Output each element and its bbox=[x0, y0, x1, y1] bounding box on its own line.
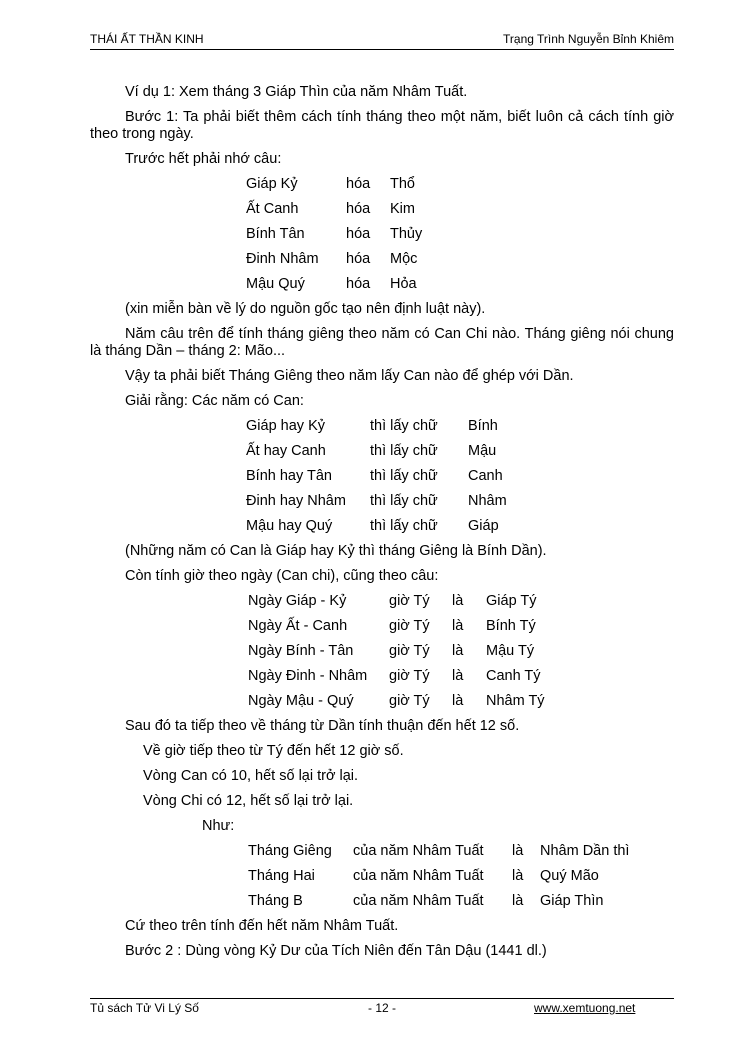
table-row bbox=[248, 593, 566, 610]
table-gio bbox=[248, 593, 566, 710]
page-number: - 12 - bbox=[368, 1001, 397, 1015]
table-row bbox=[246, 418, 528, 435]
table-row bbox=[248, 685, 566, 710]
table-cell: hóa bbox=[346, 176, 371, 192]
paragraph-continue: Cứ theo trên tính đến hết năm Nhâm Tuất. bbox=[125, 918, 399, 934]
table-cell: Bính hay Tân bbox=[246, 468, 332, 484]
table-cell: là bbox=[452, 643, 464, 659]
table-cell: của năm Nhâm Tuất bbox=[353, 868, 484, 884]
paragraph-then: Sau đó ta tiếp theo về tháng từ Dần tính thuận đến hết 12 số. bbox=[125, 718, 520, 734]
table-cell: Tháng Hai bbox=[248, 868, 315, 884]
paragraph-step1: Bước 1: Ta phải biết thêm cách tính tháng theo một năm, biết luôn cả cách tính giờ theo trong ngày. bbox=[90, 109, 674, 142]
table-row bbox=[246, 176, 450, 193]
table-cell: Giáp Thìn bbox=[540, 893, 604, 909]
table-cell: giờ Tý bbox=[389, 693, 430, 709]
table-cell: Mộc bbox=[390, 251, 418, 267]
table-cell: hóa bbox=[346, 276, 371, 292]
table-row bbox=[246, 460, 528, 485]
paragraph-example: Ví dụ 1: Xem tháng 3 Giáp Thìn của năm Nhâm Tuất. bbox=[125, 84, 468, 100]
table-cell: Canh bbox=[468, 468, 503, 484]
table-cell: hóa bbox=[346, 251, 371, 267]
table-cell: thì lấy chữ bbox=[370, 493, 438, 509]
table-cell: Nhâm Dần thì bbox=[540, 843, 630, 859]
table-row bbox=[246, 485, 528, 510]
table-cell: là bbox=[452, 593, 464, 609]
table-hoa-body bbox=[246, 176, 450, 293]
table-cell: Ất Canh bbox=[246, 201, 299, 217]
paragraph-five-phrases: Năm câu trên để tính tháng giêng theo năm có Can Chi nào. Tháng giêng nói chung là tháng Dần – tháng 2: Mão... bbox=[90, 326, 674, 359]
table-cell: Giáp Tý bbox=[486, 593, 537, 609]
paragraph-step2: Bước 2 : Dùng vòng Kỷ Dư của Tích Niên đến Tân Dậu (1441 dl.) bbox=[125, 943, 547, 959]
table-cell: giờ Tý bbox=[389, 643, 430, 659]
table-row bbox=[246, 193, 450, 218]
table-cell: hóa bbox=[346, 226, 371, 242]
paragraph-hour-rule: Còn tính giờ theo ngày (Can chi), cũng theo câu: bbox=[125, 568, 439, 584]
table-cell: Giáp Kỷ bbox=[246, 176, 298, 192]
table-row bbox=[248, 635, 566, 660]
paragraph-chi-cycle: Vòng Chi có 12, hết số lại trở lại. bbox=[143, 793, 354, 809]
table-row bbox=[246, 243, 450, 268]
table-cell: Thổ bbox=[390, 176, 415, 192]
running-header-title: THÁI ẤT THẦN KINH bbox=[90, 32, 204, 46]
table-cell: Bính bbox=[468, 418, 498, 434]
table-cell: Ngày Bính - Tân bbox=[248, 643, 354, 659]
table-cell: là bbox=[512, 868, 524, 884]
table-row bbox=[246, 510, 528, 535]
table-cell: Ngày Giáp - Kỷ bbox=[248, 593, 347, 609]
table-row bbox=[246, 268, 450, 293]
table-cell: Canh Tý bbox=[486, 668, 541, 684]
table-cell: của năm Nhâm Tuất bbox=[353, 843, 484, 859]
table-cell: Nhâm Tý bbox=[486, 693, 545, 709]
table-cell: Tháng B bbox=[248, 893, 303, 909]
table-row bbox=[248, 860, 650, 885]
table-thang bbox=[248, 843, 650, 910]
table-row bbox=[248, 843, 650, 860]
table-cell: thì lấy chữ bbox=[370, 443, 438, 459]
table-cell: Đinh Nhâm bbox=[246, 251, 319, 267]
table-cell: Thủy bbox=[390, 226, 423, 242]
table-row bbox=[248, 610, 566, 635]
table-cell: Giáp hay Kỷ bbox=[246, 418, 325, 434]
table-cell: giờ Tý bbox=[389, 593, 430, 609]
footer-website-link[interactable]: www.xemtuong.net bbox=[534, 1001, 636, 1015]
table-cell: thì lấy chữ bbox=[370, 468, 438, 484]
table-row bbox=[246, 435, 528, 460]
table-cell: của năm Nhâm Tuất bbox=[353, 893, 484, 909]
footer-series: Tủ sách Tử Vi Lý Số bbox=[90, 1001, 199, 1015]
table-cell: Mậu Tý bbox=[486, 643, 535, 659]
table-thang-body bbox=[248, 843, 650, 910]
table-cell: Ngày Đinh - Nhâm bbox=[248, 668, 368, 684]
table-cell: là bbox=[512, 893, 524, 909]
table-gio-body bbox=[248, 593, 566, 710]
table-cell: giờ Tý bbox=[389, 618, 430, 634]
paragraph-such-as: Như: bbox=[202, 818, 235, 834]
table-cell: Mậu bbox=[468, 443, 497, 459]
footer-rule bbox=[90, 998, 674, 999]
paragraph-hours: Về giờ tiếp theo từ Tý đến hết 12 giờ số. bbox=[143, 743, 404, 759]
table-cell: là bbox=[452, 618, 464, 634]
table-cell: Ngày Ất - Canh bbox=[248, 618, 348, 634]
table-cell: thì lấy chữ bbox=[370, 518, 438, 534]
table-cell: hóa bbox=[346, 201, 371, 217]
table-cell: là bbox=[452, 668, 464, 684]
header-rule bbox=[90, 49, 674, 50]
paragraph-remember: Trước hết phải nhớ câu: bbox=[125, 151, 282, 167]
paragraph-month-can: Vậy ta phải biết Tháng Giêng theo năm lấy Can nào để ghép với Dần. bbox=[125, 368, 574, 384]
table-cell: giờ Tý bbox=[389, 668, 430, 684]
table-cell: Giáp bbox=[468, 518, 499, 534]
table-cell: Tháng Giêng bbox=[248, 843, 332, 859]
paragraph-note: (xin miễn bàn về lý do nguồn gốc tạo nên định luật này). bbox=[125, 301, 486, 317]
table-cell: Mậu Quý bbox=[246, 276, 305, 292]
table-cell: Hỏa bbox=[390, 276, 417, 292]
table-cell: Kim bbox=[390, 201, 415, 217]
table-cell: Quý Mão bbox=[540, 868, 599, 884]
table-can-body bbox=[246, 418, 528, 535]
table-cell: Bính Tý bbox=[486, 618, 536, 634]
table-row bbox=[248, 885, 650, 910]
table-can bbox=[246, 418, 528, 535]
table-cell: là bbox=[512, 843, 524, 859]
page-body bbox=[90, 84, 674, 968]
paragraph-binh-dan: (Những năm có Can là Giáp hay Kỷ thì tháng Giêng là Bính Dần). bbox=[125, 543, 547, 559]
table-row bbox=[248, 660, 566, 685]
paragraph-explain: Giải rằng: Các năm có Can: bbox=[125, 393, 304, 409]
table-cell: Nhâm bbox=[468, 493, 507, 509]
table-cell: Bính Tân bbox=[246, 226, 305, 242]
running-header-author: Trạng Trình Nguyễn Bỉnh Khiêm bbox=[503, 32, 674, 46]
table-cell: Ất hay Canh bbox=[246, 443, 326, 459]
table-row bbox=[246, 218, 450, 243]
paragraph-can-cycle: Vòng Can có 10, hết số lại trở lại. bbox=[143, 768, 359, 784]
table-hoa bbox=[246, 176, 450, 293]
table-cell: Ngày Mậu - Quý bbox=[248, 693, 354, 709]
table-cell: Mậu hay Quý bbox=[246, 518, 333, 534]
table-cell: Đinh hay Nhâm bbox=[246, 493, 346, 509]
table-cell: thì lấy chữ bbox=[370, 418, 438, 434]
table-cell: là bbox=[452, 693, 464, 709]
